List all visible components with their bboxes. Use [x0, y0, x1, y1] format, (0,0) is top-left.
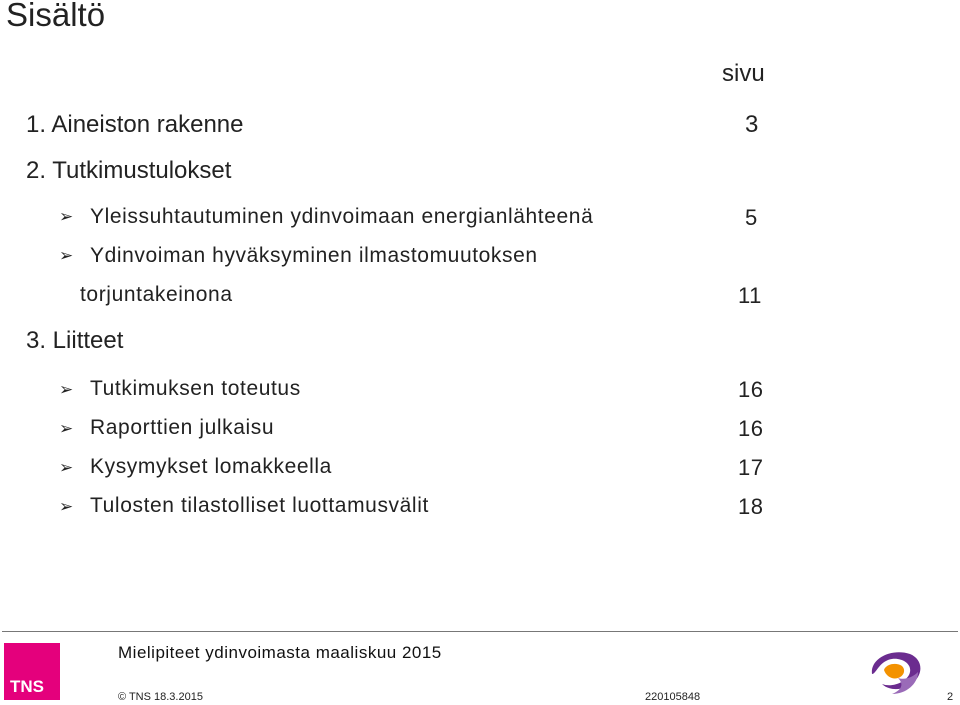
footer-code: 220105848 [645, 691, 701, 703]
footer-divider [2, 631, 958, 632]
arrowhead-bullet-icon: ➢ [59, 207, 74, 226]
footer-page-number: 2 [947, 691, 954, 703]
page-column-header: sivu [722, 60, 765, 87]
toc-item: Kysymykset lomakkeella [90, 455, 332, 478]
arrowhead-bullet-icon: ➢ [59, 419, 74, 438]
page-title: Sisältö [6, 0, 106, 33]
toc-item-continuation: torjuntakeinona [80, 283, 233, 306]
toc-item-page: 16 [738, 416, 764, 441]
toc-section-1: 1. Aineiston rakenne [26, 111, 244, 138]
toc-item-page: 17 [738, 455, 764, 480]
footer-copyright: © TNS 18.3.2015 [118, 691, 203, 703]
toc-item: Tutkimuksen toteutus [90, 377, 301, 400]
swirl-logo-icon [862, 644, 928, 698]
toc-item: Raporttien julkaisu [90, 416, 275, 439]
toc-section-2: 2. Tutkimustulokset [26, 157, 232, 184]
footer-report-title: Mielipiteet ydinvoimasta maaliskuu 2015 [118, 643, 442, 662]
arrowhead-bullet-icon: ➢ [59, 246, 74, 265]
toc-item-page: 16 [738, 377, 764, 402]
arrowhead-bullet-icon: ➢ [59, 380, 74, 399]
arrowhead-bullet-icon: ➢ [59, 458, 74, 477]
tns-logo [4, 643, 60, 700]
toc-item-page: 5 [745, 205, 758, 230]
toc-item: Ydinvoiman hyväksyminen ilmastomuutoksen [90, 244, 538, 267]
toc-section-3: 3. Liitteet [26, 327, 124, 354]
toc-item-page: 11 [738, 283, 762, 308]
toc-item: Tulosten tilastolliset luottamusvälit [90, 494, 429, 517]
tns-logo-text: TNS [10, 677, 44, 696]
toc-section-1-page: 3 [745, 111, 759, 138]
toc-item: Yleissuhtautuminen ydinvoimaan energianlähteenä [90, 205, 594, 228]
toc-item-page: 18 [738, 494, 764, 519]
arrowhead-bullet-icon: ➢ [59, 497, 74, 516]
